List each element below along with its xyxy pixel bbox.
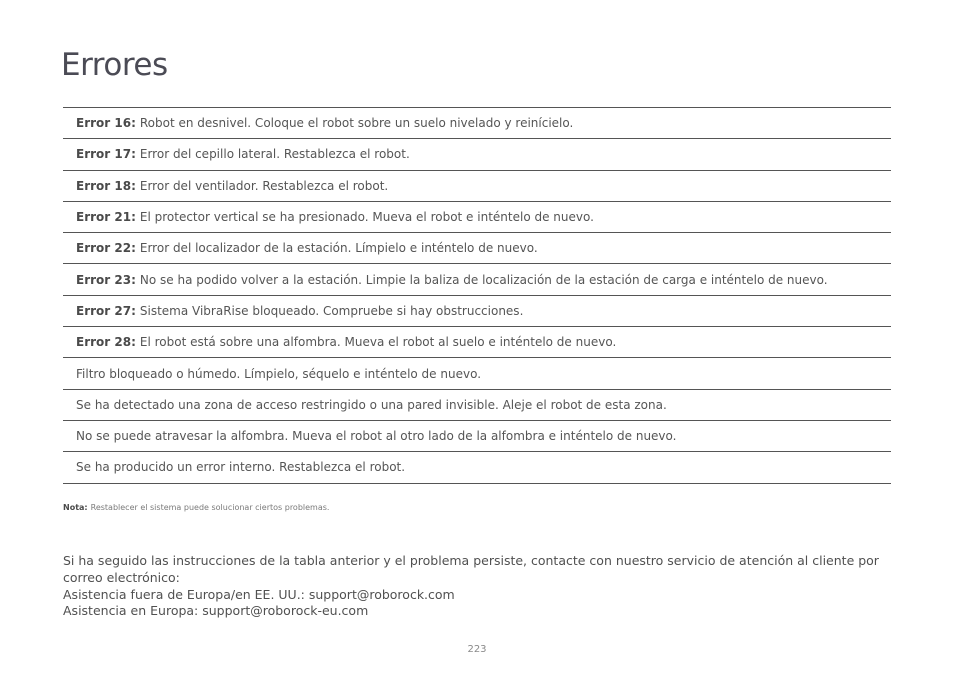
error-description: No se puede atravesar la alfombra. Mueva el robot al otro lado de la alfombra e inténtelo de nuevo.	[76, 429, 677, 444]
table-row	[63, 171, 891, 202]
error-description: Error del ventilador. Restablezca el robot.	[139, 178, 389, 193]
error-description: El protector vertical se ha presionado. Mueva el robot e inténtelo de nuevo.	[139, 210, 594, 225]
error-description: Se ha detectado una zona de acceso restringido o una pared invisible. Aleje el robot de esta zona.	[76, 397, 667, 412]
support-europe: Asistencia en Europa: support@roborock-eu.com	[63, 603, 369, 619]
error-code: Error 21:	[76, 210, 136, 225]
table-row	[63, 233, 891, 264]
table-row	[63, 108, 891, 139]
table-row	[63, 296, 891, 327]
error-description: Se ha producido un error interno. Restablezca el robot.	[76, 460, 406, 475]
page-number: 223	[467, 644, 487, 655]
table-row	[63, 358, 891, 389]
table-row	[63, 139, 891, 170]
note-label: Nota:	[63, 503, 88, 512]
error-description: Error del cepillo lateral. Restablezca el robot.	[139, 147, 410, 162]
error-code: Error 17:	[76, 147, 136, 162]
error-code: Error 18:	[76, 178, 136, 193]
note-text: Restablecer el sistema puede solucionar ciertos problemas.	[90, 503, 330, 512]
table-row	[63, 390, 891, 421]
support-outside-europe: Asistencia fuera de Europa/en EE. UU.: support@roborock.com	[63, 586, 455, 602]
table-row	[63, 452, 891, 483]
table-row	[63, 327, 891, 358]
error-code: Error 28:	[76, 335, 136, 350]
error-code: Error 23:	[76, 272, 136, 287]
error-code: Error 16:	[76, 116, 136, 131]
error-code: Error 22:	[76, 241, 136, 256]
table-row	[63, 421, 891, 452]
error-code: Error 27:	[76, 303, 136, 318]
error-description: Robot en desnivel. Coloque el robot sobre un suelo nivelado y reinícielo.	[139, 116, 574, 131]
contact-info	[63, 553, 893, 620]
page-title: Errores	[61, 47, 168, 83]
error-description: No se ha podido volver a la estación. Limpie la baliza de localización de la estación de carga e inténtelo de nuevo.	[139, 272, 828, 287]
error-table	[63, 107, 891, 484]
table-row	[63, 202, 891, 233]
contact-intro: Si ha seguido las instrucciones de la tabla anterior y el problema persiste, contacte con nuestro servicio de atención al cliente por correo electrónico:	[63, 553, 879, 585]
error-description: Sistema VibraRise bloqueado. Compruebe si hay obstrucciones.	[139, 303, 524, 318]
error-description: Filtro bloqueado o húmedo. Límpielo, séquelo e inténtelo de nuevo.	[76, 366, 482, 381]
note	[63, 503, 329, 512]
error-description: El robot está sobre una alfombra. Mueva el robot al suelo e inténtelo de nuevo.	[139, 335, 617, 350]
table-row	[63, 264, 891, 295]
error-description: Error del localizador de la estación. Límpielo e inténtelo de nuevo.	[139, 241, 538, 256]
